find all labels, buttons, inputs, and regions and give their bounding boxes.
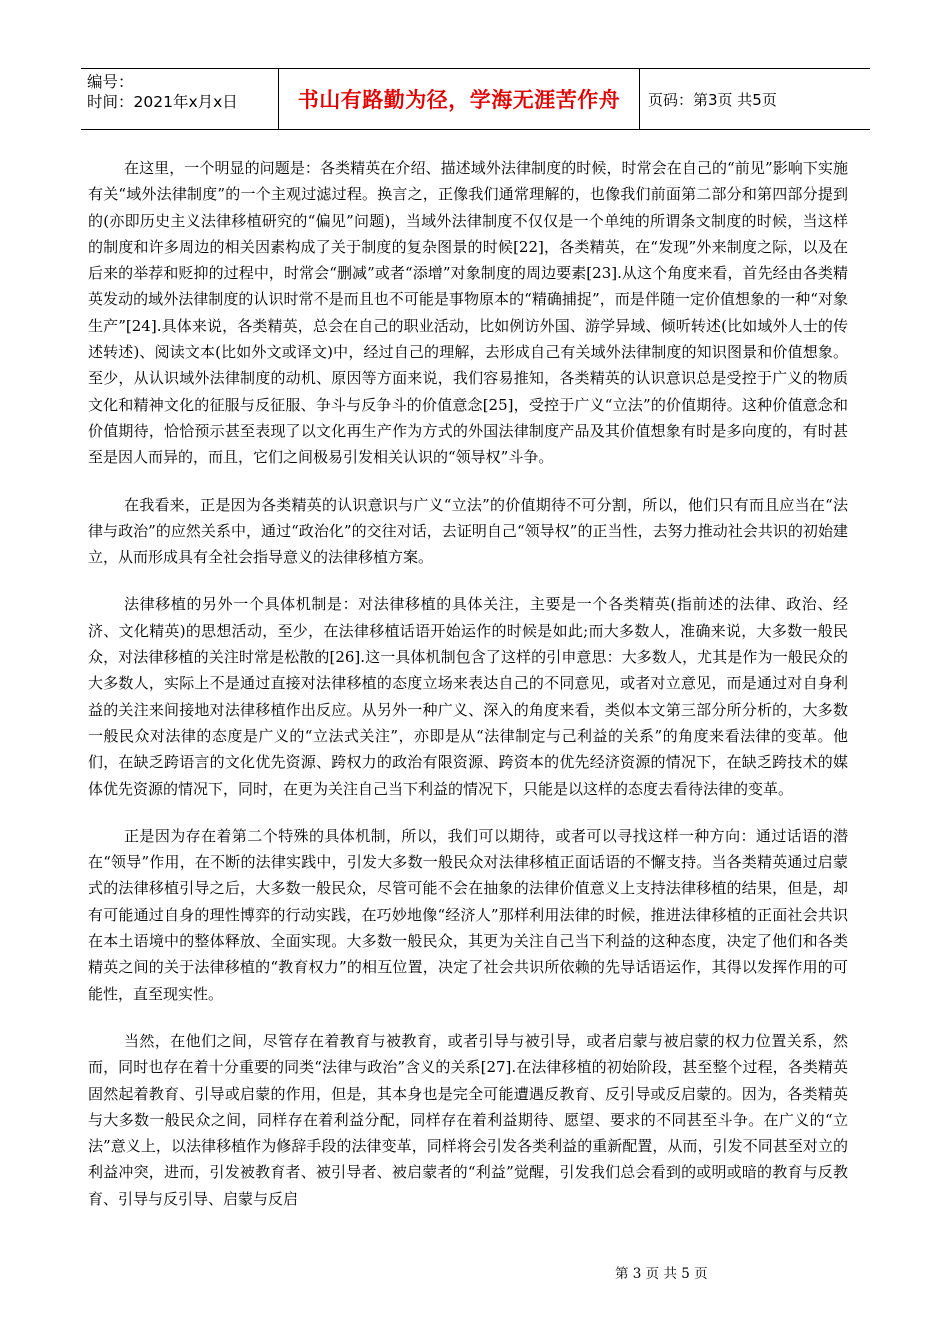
header-meta xyxy=(81,69,279,129)
header-page-info: 页码：第3页 共5页 xyxy=(648,90,777,109)
header-number-label: 编号： xyxy=(87,73,134,91)
document-body xyxy=(88,155,848,1233)
paragraph: 正是因为存在着第二个特殊的具体机制，所以，我们可以期待，或者可以寻找这样一种方向：通过话语的潜在“领导”作用，在不断的法律实践中，引发大多数一般民众对法律移植正面话语的不懈支持。当各类精英通过启蒙式的法律移植引导之后，大多数一般民众，尽管可能不会在抽象的法律价值意义上支持法律移植的结果，但是，却有可能通过自身的理性博弈的行动实践，在巧妙地像“经济人”那样利用法律的时候，推进法律移植的正面社会共识在本土语境中的整体释放、全面实现。大多数一般民众，其更为关注自己当下利益的这种态度，决定了他们和各类精英之间的关于法律移植的“教育权力”的相互位置，决定了社会共识所依赖的先导话语运作，其得以发挥作用的可能性，直至现实性。 xyxy=(88,826,848,1003)
page-footer: 第 3 页 共 5 页 xyxy=(615,1266,708,1282)
paragraph: 当然，在他们之间，尽管存在着教育与被教育，或者引导与被引导，或者启蒙与被启蒙的权力位置关系，然而，同时也存在着十分重要的同类“法律与政治”含义的关系[27].在法律移植的初始阶段，甚至整个过程，各类精英固然起着教育、引导或启蒙的作用，但是，其本身也是完全可能遭遇反教育、反引导或反启蒙的。因为，各类精英与大多数一般民众之间，同样存在着利益分配，同样存在着利益期待、愿望、要求的不同甚至斗争。在广义的“立法”意义上，以法律移植作为修辞手段的法律变革，同样将会引发各类利益的重新配置，从而，引发不同甚至对立的利益冲突，进而，引发被教育者、被引导者、被启蒙者的“利益”觉醒，引发我们总会看到的或明或暗的教育与反教育、引导与反引导、启蒙与反启 xyxy=(88,1031,848,1208)
header-motto: 书山有路勤为径，学海无涯苦作舟 xyxy=(279,69,640,129)
page-header xyxy=(81,68,870,130)
paragraph: 在这里，一个明显的问题是：各类精英在介绍、描述域外法律制度的时候，时常会在自己的“前见”影响下实施有关“域外法律制度”的一个主观过滤过程。换言之，正像我们通常理解的，也像我们前面第二部分和第四部分提到的(亦即历史主义法律移植研究的“偏见”问题)，当域外法律制度不仅仅是一个单纯的所谓条文制度的时候，当这样的制度和许多周边的相关因素构成了关于制度的复杂图景的时候[22]，各类精英，在“发现”外来制度之际，以及在后来的举荐和贬抑的过程中，时常会“删减”或者“添增”对象制度的周边要素[23].从这个角度来看，首先经由各类精英发动的域外法律制度的认识时常不是而且也不可能是事物原本的“精确捕捉”，而是伴随一定价值想象的一种“对象生产”[24].具体来说，各类精英，总会在自己的职业活动，比如例访外国、游学异域、倾听转述(比如域外人士的传述转述)、阅读文本(比如外文或译文)中，经过自己的理解，去形成自己有关域外法律制度的知识图景和价值想象。至少，从认识域外法律制度的动机、原因等方面来说，我们容易推知，各类精英的认识意识总是受控于广义的物质文化和精神文化的征服与反征服、争斗与反争斗的价值意念[25]，受控于广义“立法”的价值期待。这种价值意念和价值期待，恰恰预示甚至表现了以文化再生产作为方式的外国法律制度产品及其价值想象有时是多向度的，有时甚至是因人而异的，而且，它们之间极易引发相关认识的“领导权”斗争。 xyxy=(88,159,848,467)
paragraph: 法律移植的另外一个具体机制是：对法律移植的具体关注，主要是一个各类精英(指前述的法律、政治、经济、文化精英)的思想活动，至少，在法律移植话语开始运作的时候是如此;而大多数人，准确来说，大多数一般民众，对法律移植的关注时常是松散的[26].这一具体机制包含了这样的引申意思：大多数人，尤其是作为一般民众的大多数人，实际上不是通过直接对法律移植的态度立场来表达自己的不同意见，或者对立意见，而是通过对自身利益的关注来间接地对法律移植作出反应。从另外一种广义、深入的角度来看，类似本文第三部分所分析的，大多数一般民众对法律的态度是广义的“立法式关注”，亦即是从“法律制定与己利益的关系”的角度来看法律的变革。他们，在缺乏跨语言的文化优先资源、跨权力的政治有限资源、跨资本的优先经济资源的情况下，在缺乏跨技术的媒体优先资源的情况下，同时，在更为关注自己当下利益的情况下，只能是以这样的态度去看待法律的变革。 xyxy=(88,595,848,798)
header-date-label: 时间：2021年x月x日 xyxy=(87,93,238,111)
paragraph: 在我看来，正是因为各类精英的认识意识与广义“立法”的价值期待不可分割，所以，他们只有而且应当在“法律与政治”的应然关系中，通过“政治化”的交往对话，去证明自己“领导权”的正当性，去努力推动社会共识的初始建立，从而形成具有全社会指导意义的法律移植方案。 xyxy=(88,495,848,567)
